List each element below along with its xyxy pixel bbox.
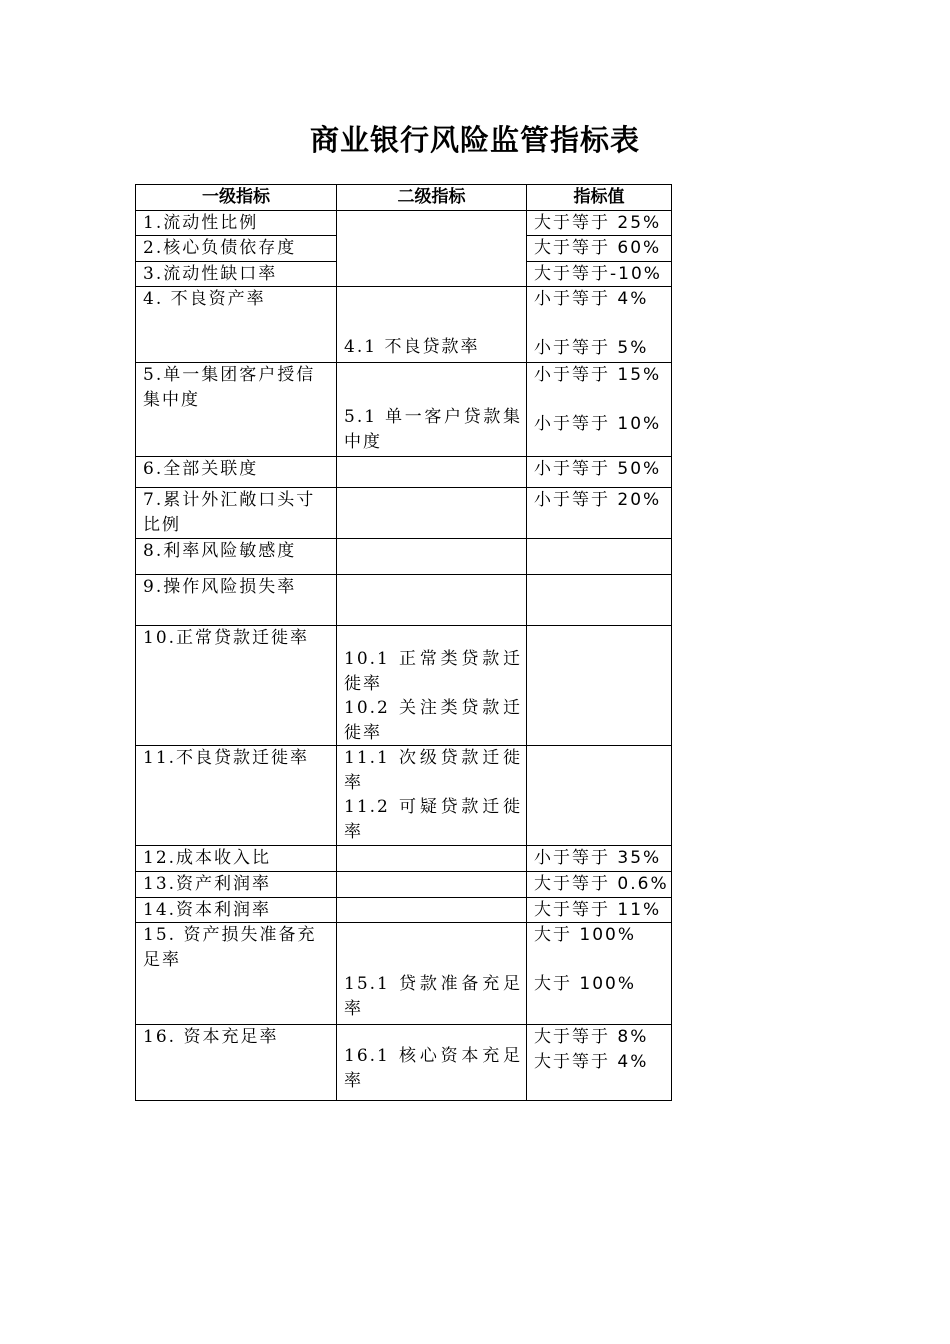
header-level1: 一级指标 (136, 185, 337, 211)
level1-cell: 10.正常贷款迁徙率 (136, 626, 337, 746)
level1-cell: 4. 不良资产率 (136, 287, 337, 363)
value-text: 大于等于 0.6% (534, 874, 669, 894)
value-text: 大于等于 60% (534, 238, 662, 258)
table-row (136, 872, 672, 898)
value-cell (527, 261, 672, 287)
level2-cell (337, 457, 527, 488)
level2-cell (337, 539, 527, 575)
level1-cell: 7.累计外汇敞口头寸比例 (136, 488, 337, 539)
value-cell (527, 363, 672, 457)
value-cell (527, 846, 672, 872)
level2-cell (337, 575, 527, 626)
value-text: 大于 100% (534, 925, 637, 945)
value-cell (527, 897, 672, 923)
value-text: 小于等于 20% (534, 490, 662, 510)
value-text: 大于等于 8% (534, 1027, 649, 1047)
level2-cell (337, 1025, 527, 1101)
level2-text: 11.1 次级贷款迁徙率 (344, 748, 522, 793)
table-row (136, 923, 672, 1025)
level2-cell (337, 488, 527, 539)
value-cell (527, 923, 672, 1025)
table-row (136, 457, 672, 488)
level1-cell: 11.不良贷款迁徙率 (136, 746, 337, 846)
value-cell (527, 236, 672, 262)
table-row (136, 575, 672, 626)
level2-text: 4.1 不良贷款率 (344, 336, 480, 357)
table-row (136, 488, 672, 539)
level2-cell (337, 363, 527, 457)
value-cell (527, 626, 672, 746)
level2-cell (337, 287, 527, 363)
value-cell (527, 539, 672, 575)
level2-cell (337, 846, 527, 872)
level1-cell: 1.流动性比例 (136, 210, 337, 236)
level2-cell (337, 872, 527, 898)
value-text: 大于 100% (534, 974, 637, 994)
level1-cell: 9.操作风险损失率 (136, 575, 337, 626)
value-cell (527, 872, 672, 898)
value-text: 大于等于 25% (534, 212, 662, 233)
table-row (136, 539, 672, 575)
level1-cell: 14.资本利润率 (136, 897, 337, 923)
table-row (136, 363, 672, 457)
level2-cell (337, 746, 527, 846)
level2-cell (337, 897, 527, 923)
value-cell (527, 746, 672, 846)
value-text: 小于等于 5% (534, 338, 649, 358)
value-text: 大于等于-10% (534, 263, 662, 284)
level1-cell: 16. 资本充足率 (136, 1025, 337, 1101)
table-row (136, 1025, 672, 1101)
level1-cell: 13.资产利润率 (136, 872, 337, 898)
level2-cell (337, 923, 527, 1025)
level2-text: 15.1 贷款准备充足率 (344, 974, 522, 1019)
table-row (136, 746, 672, 846)
table-row (136, 287, 672, 363)
value-cell (527, 457, 672, 488)
value-text: 小于等于 10% (534, 414, 662, 434)
header-value: 指标值 (527, 185, 672, 211)
table-row (136, 897, 672, 923)
level2-cell (337, 626, 527, 746)
value-text: 小于等于 35% (534, 848, 662, 868)
table-row (136, 210, 672, 236)
level1-cell: 2.核心负债依存度 (136, 236, 337, 262)
value-text: 小于等于 4% (534, 289, 649, 309)
level1-cell: 15. 资产损失准备充足率 (136, 923, 337, 1025)
level2-text: 10.1 正常类贷款迁徙率 (344, 649, 522, 694)
level1-cell: 5.单一集团客户授信集中度 (136, 363, 337, 457)
level1-cell: 6.全部关联度 (136, 457, 337, 488)
level2-text: 16.1 核心资本充足率 (344, 1046, 522, 1091)
value-text: 小于等于 50% (534, 459, 662, 479)
value-text: 大于等于 11% (534, 899, 662, 920)
page-title: 商业银行风险监管指标表 (309, 123, 640, 157)
value-text: 小于等于 15% (534, 365, 662, 385)
level2-cell (337, 210, 527, 287)
table-header-row (136, 185, 672, 211)
level2-text: 5.1 单一客户贷款集中度 (344, 407, 522, 452)
value-cell (527, 287, 672, 363)
level2-text: 11.2 可疑贷款迁徙率 (344, 797, 522, 842)
level1-cell: 12.成本收入比 (136, 846, 337, 872)
indicator-table (135, 184, 672, 1101)
level2-text: 10.2 关注类贷款迁徙率 (344, 698, 522, 743)
value-cell (527, 488, 672, 539)
value-cell (527, 575, 672, 626)
level1-cell: 8.利率风险敏感度 (136, 539, 337, 575)
table-row (136, 846, 672, 872)
level1-cell: 3.流动性缺口率 (136, 261, 337, 287)
value-text: 大于等于 4% (534, 1051, 649, 1072)
header-level2: 二级指标 (337, 185, 527, 211)
value-cell (527, 1025, 672, 1101)
value-cell (527, 210, 672, 236)
table-row (136, 626, 672, 746)
